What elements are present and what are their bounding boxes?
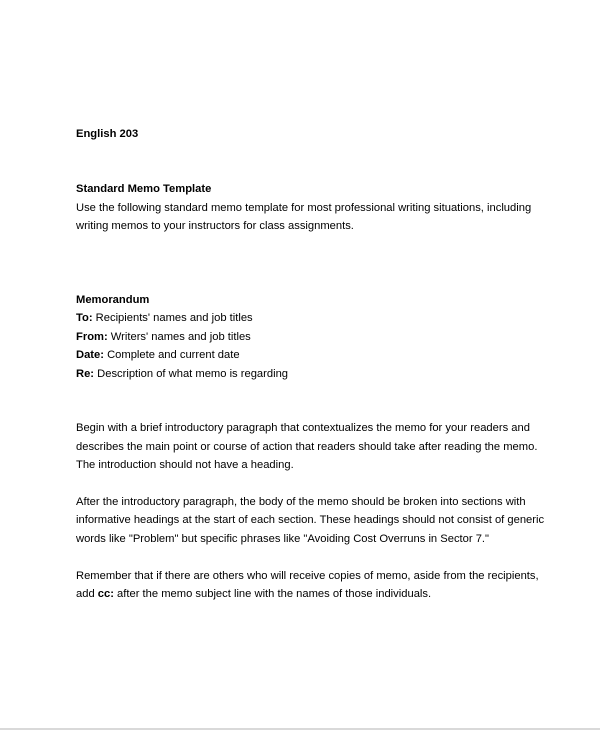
cc-label: cc: xyxy=(97,588,114,600)
template-heading: Standard Memo Template xyxy=(76,183,212,195)
paragraph-line: The introduction should not have a heading. xyxy=(76,459,294,471)
intro-line: writing memos to your instructors for class assignments. xyxy=(76,220,354,232)
paragraph-line: After the introductory paragraph, the body of the memo should be broken into sections with xyxy=(76,496,526,508)
memo-field-re xyxy=(76,365,288,384)
paragraph-text: add xyxy=(76,588,98,600)
intro-line: Use the following standard memo template for most professional writing situations, including xyxy=(76,202,532,214)
paragraph-text: after the memo subject line with the names of those individuals. xyxy=(113,588,432,600)
memo-field-label: Re: xyxy=(76,368,95,380)
memo-field-to xyxy=(76,309,253,328)
memo-field-label: To: xyxy=(76,312,93,324)
paragraph-line: describes the main point or course of action that readers should take after reading the memo. xyxy=(76,441,538,453)
paragraph-line: informative headings at the start of each section. These headings should not consist of generic xyxy=(76,514,545,526)
course-title: English 203 xyxy=(76,128,139,140)
paragraph-line: Remember that if there are others who will receive copies of memo, aside from the recipients, xyxy=(76,570,539,582)
memo-field-value: Description of what memo is regarding xyxy=(94,368,289,380)
memo-field-value: Complete and current date xyxy=(103,349,240,361)
memo-field-label: From: xyxy=(76,331,108,343)
paragraph-line xyxy=(76,585,431,604)
memo-field-from xyxy=(76,328,251,347)
memorandum-title: Memorandum xyxy=(76,294,150,306)
memo-field-label: Date: xyxy=(76,349,104,361)
memo-field-date xyxy=(76,346,240,365)
paragraph-line: Begin with a brief introductory paragraph that contextualizes the memo for your readers and xyxy=(76,422,530,434)
paragraph-line: words like "Problem" but specific phrases like "Avoiding Cost Overruns in Sector 7." xyxy=(76,533,490,545)
memo-field-value: Writers' names and job titles xyxy=(107,331,251,343)
memo-field-value: Recipients' names and job titles xyxy=(92,312,253,324)
